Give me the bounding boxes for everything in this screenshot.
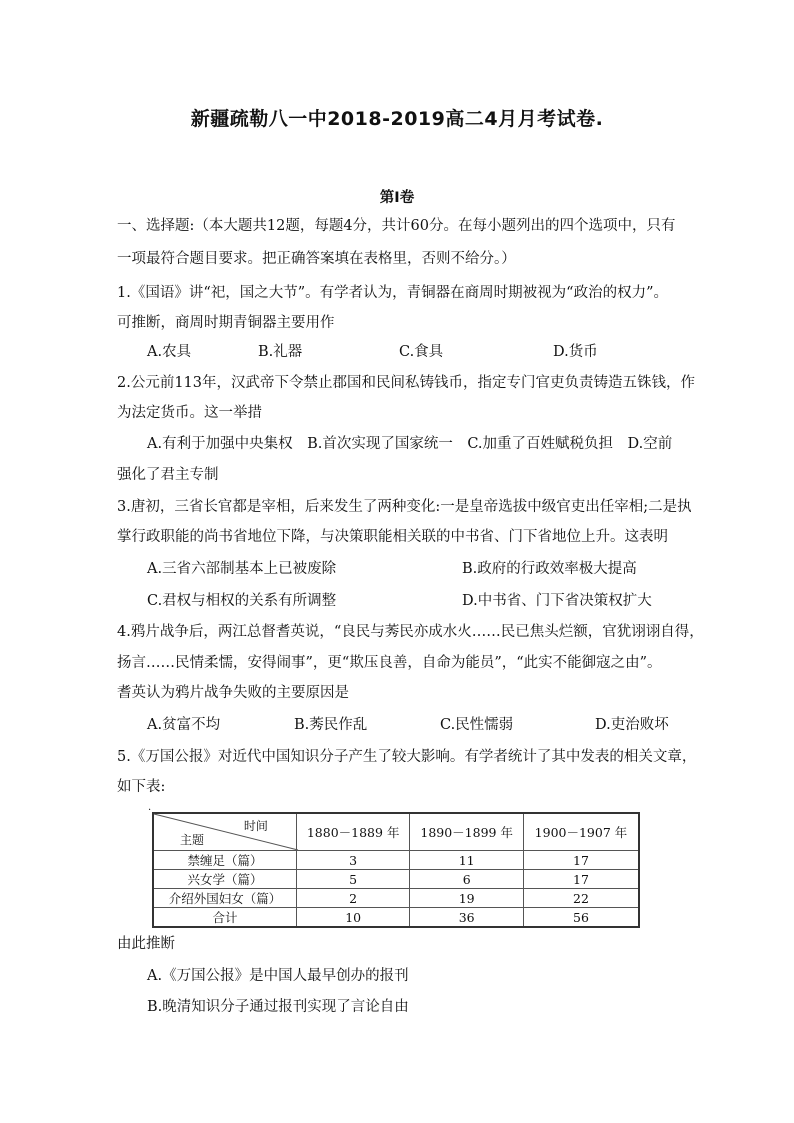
q3-stem-line1: 3.唐初，三省长官都是宰相，后来发生了两种变化:一是皇帝选拔中级官吏出任宰相;二是执: [117, 499, 692, 515]
table-cell: 5: [296, 870, 410, 889]
table-cell: 56: [523, 908, 639, 928]
q5-statistics-table: [152, 812, 642, 925]
table-row: [153, 870, 639, 889]
stray-dot: .: [148, 802, 152, 813]
table-row: [153, 908, 639, 928]
table-cell: 19: [410, 889, 524, 908]
column-header: 1900－1907 年: [523, 813, 639, 851]
column-header: 1890－1899 年: [410, 813, 524, 851]
q5-stem-line1: 5.《万国公报》对近代中国知识分子产生了较大影响。有学者统计了其中发表的相关文章，: [117, 749, 697, 765]
table-row: [153, 889, 639, 908]
q3-option-b: B.政府的行政效率极大提高: [462, 561, 637, 577]
q4-stem-line3: 耆英认为鸦片战争失败的主要原因是: [117, 685, 349, 701]
q4-option-d: D.吏治败坏: [595, 717, 669, 733]
q1-option-a: A.农具: [147, 344, 192, 360]
q1-option-d: D.货币: [553, 344, 598, 360]
q2-option-d-continuation: 强化了君主专制: [117, 467, 219, 483]
table-cell: 17: [523, 851, 639, 870]
q2-stem-line2: 为法定货币。这一举措: [117, 405, 262, 421]
table-cell: 6: [410, 870, 524, 889]
column-header: 1880－1889 年: [296, 813, 410, 851]
row-label: 禁缠足（篇）: [153, 851, 296, 870]
table-cell: 36: [410, 908, 524, 928]
q3-stem-line2: 掌行政职能的尚书省地位下降，与决策职能相关联的中书省、门下省地位上升。这表明: [117, 529, 668, 545]
q5-inference-prompt: 由此推断: [117, 936, 175, 952]
corner-diagonal-line: [152, 812, 302, 852]
table-cell: 2: [296, 889, 410, 908]
row-label: 合计: [153, 908, 296, 928]
q4-stem-line1: 4.鸦片战争后，两江总督耆英说，“良民与莠民亦成水火……民已焦头烂额，官犹诩诩自得，: [117, 624, 704, 640]
q1-stem-line2: 可推断，商周时期青铜器主要用作: [117, 315, 335, 331]
corner-label-time: 时间: [243, 819, 268, 833]
q4-option-c: C.民性懦弱: [440, 717, 514, 733]
q4-stem-line2: 扬言……民情柔懦，安得闹事”，更“欺压良善，自命为能员”，“此实不能御寇之由”。: [117, 655, 662, 671]
volume-heading: 第Ⅰ卷: [379, 190, 415, 206]
q1-stem-line1: 1.《国语》讲“祀，国之大节”。有学者认为，青铜器在商周时期被视为“政治的权力”。: [117, 285, 668, 301]
table-cell: 11: [410, 851, 524, 870]
section-instructions-line1: 一、选择题:（本大题共12题，每题4分，共计60分。在每小题列出的四个选项中，只有: [117, 218, 676, 234]
q3-option-d: D.中书省、门下省决策权扩大: [462, 593, 652, 609]
table-cell: 17: [523, 870, 639, 889]
corner-label-topic: 主题: [180, 833, 205, 847]
table-row: [153, 851, 639, 870]
q5-option-b: B.晚清知识分子通过报刊实现了言论自由: [147, 999, 409, 1015]
row-label: 兴女学（篇）: [153, 870, 296, 889]
row-label: 介绍外国妇女（篇）: [153, 889, 296, 908]
q1-option-c: C.食具: [399, 344, 444, 360]
exam-title: 新疆疏勒八一中2018-2019高二4月月考试卷.: [190, 108, 604, 130]
section-instructions-line2: 一项最符合题目要求。把正确答案填在表格里，否则不给分。）: [117, 251, 516, 267]
q3-option-c: C.君权与相权的关系有所调整: [147, 593, 337, 609]
q4-option-b: B.莠民作乱: [294, 717, 368, 733]
q2-stem-line1: 2.公元前113年，汉武帝下令禁止郡国和民间私铸钱币，指定专门官吏负责铸造五铢钱，作: [117, 375, 696, 391]
table-cell: 10: [296, 908, 410, 928]
q4-option-a: A.贫富不均: [147, 717, 221, 733]
q5-stem-line2: 如下表:: [117, 779, 166, 795]
q2-options: A.有利于加强中央集权 B.首次实现了国家统一 C.加重了百姓赋税负担 D.空前: [147, 436, 673, 452]
q3-option-a: A.三省六部制基本上已被废除: [147, 561, 337, 577]
q1-option-b: B.礼器: [258, 344, 303, 360]
table-cell: 3: [296, 851, 410, 870]
q5-option-a: A.《万国公报》是中国人最早创办的报刊: [147, 968, 409, 984]
table-cell: 22: [523, 889, 639, 908]
